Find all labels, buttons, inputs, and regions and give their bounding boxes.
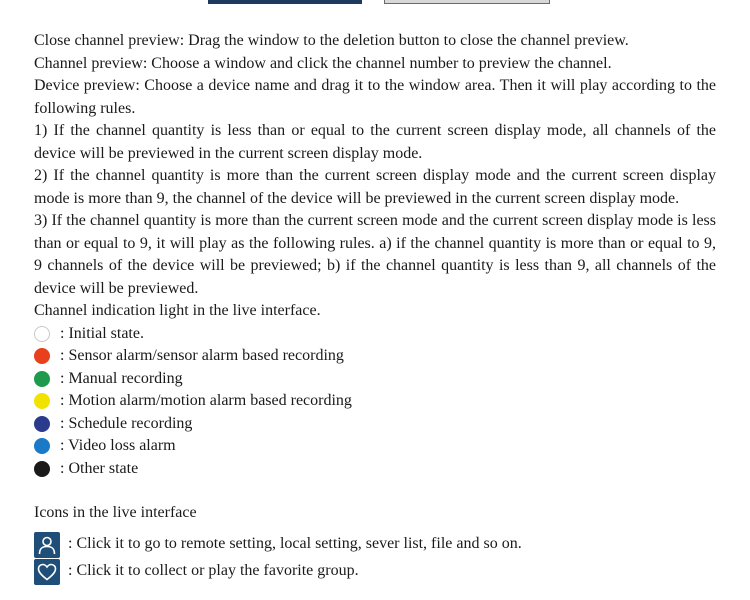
blue-circle-icon: [34, 438, 50, 454]
legend-label: : Other state: [60, 459, 139, 477]
legend-label: : Manual recording: [60, 369, 183, 387]
paragraph-device-preview: Device preview: Choose a device name and drag it to the window area. Then it will play according to the following rules.: [34, 77, 716, 117]
icon-item-label: : Click it to collect or play the favorite group.: [68, 562, 359, 580]
legend-item-initial: [34, 323, 716, 346]
legend-item-motion-alarm: [34, 390, 716, 413]
legend-label: : Motion alarm/motion alarm based recording: [60, 392, 352, 409]
legend-label: : Video loss alarm: [60, 437, 176, 454]
legend-item-manual-recording: [34, 368, 716, 391]
top-tab-dark: [208, 0, 362, 4]
heart-icon[interactable]: [34, 559, 60, 585]
paragraph-rule-1: 1) If the channel quantity is less than or equal to the current screen display mode, all channels of the device will be previewed in the current screen display mode.: [34, 122, 716, 162]
navy-circle-icon: [34, 416, 50, 432]
icons-heading: Icons in the live interface: [34, 504, 197, 521]
paragraph-rule-3: 3) If the channel quantity is more than the current screen mode and the current screen display mode is less than or equal to 9, it will play as the following rules. a) if the channel quantity is more than or equal to 9, 9 channels of the device will be previewed; b) if the channel quantity is less than 9, all channels of the device will be previewed.: [34, 212, 716, 297]
red-circle-icon: [34, 348, 50, 364]
legend-label: : Initial state.: [60, 324, 144, 342]
paragraph-rule-2: 2) If the channel quantity is more than the current screen display mode and the current screen display mode is more than 9, the channel of the device will be previewed in the current screen display mode.: [34, 167, 716, 207]
yellow-circle-icon: [34, 393, 50, 409]
green-circle-icon: [34, 371, 50, 387]
black-circle-icon: [34, 461, 50, 477]
paragraph-channel-preview: Channel preview: Choose a window and click the channel number to preview the channel.: [34, 54, 612, 72]
paragraph-close-preview: Close channel preview: Drag the window to the deletion button to close the channel preview.: [34, 32, 629, 49]
user-icon[interactable]: [34, 532, 60, 558]
empty-circle-icon: [34, 326, 50, 342]
section-spacer: [34, 480, 716, 502]
legend-label: : Sensor alarm/sensor alarm based recording: [60, 347, 344, 364]
legend-item-other-state: [34, 458, 716, 481]
legend-label: : Schedule recording: [60, 414, 193, 432]
icon-item-heart: [34, 559, 716, 585]
legend-item-sensor-alarm: [34, 345, 716, 368]
indication-light-legend: [34, 323, 716, 481]
legend-item-video-loss: [34, 435, 716, 458]
icon-item-user: [34, 531, 716, 559]
legend-item-schedule-recording: [34, 413, 716, 436]
top-tab-light: [384, 0, 550, 4]
paragraph-indication-heading: Channel indication light in the live interface.: [34, 302, 321, 319]
icon-item-label: : Click it to go to remote setting, local setting, sever list, file and so on.: [68, 535, 522, 553]
manual-content: [34, 30, 716, 585]
